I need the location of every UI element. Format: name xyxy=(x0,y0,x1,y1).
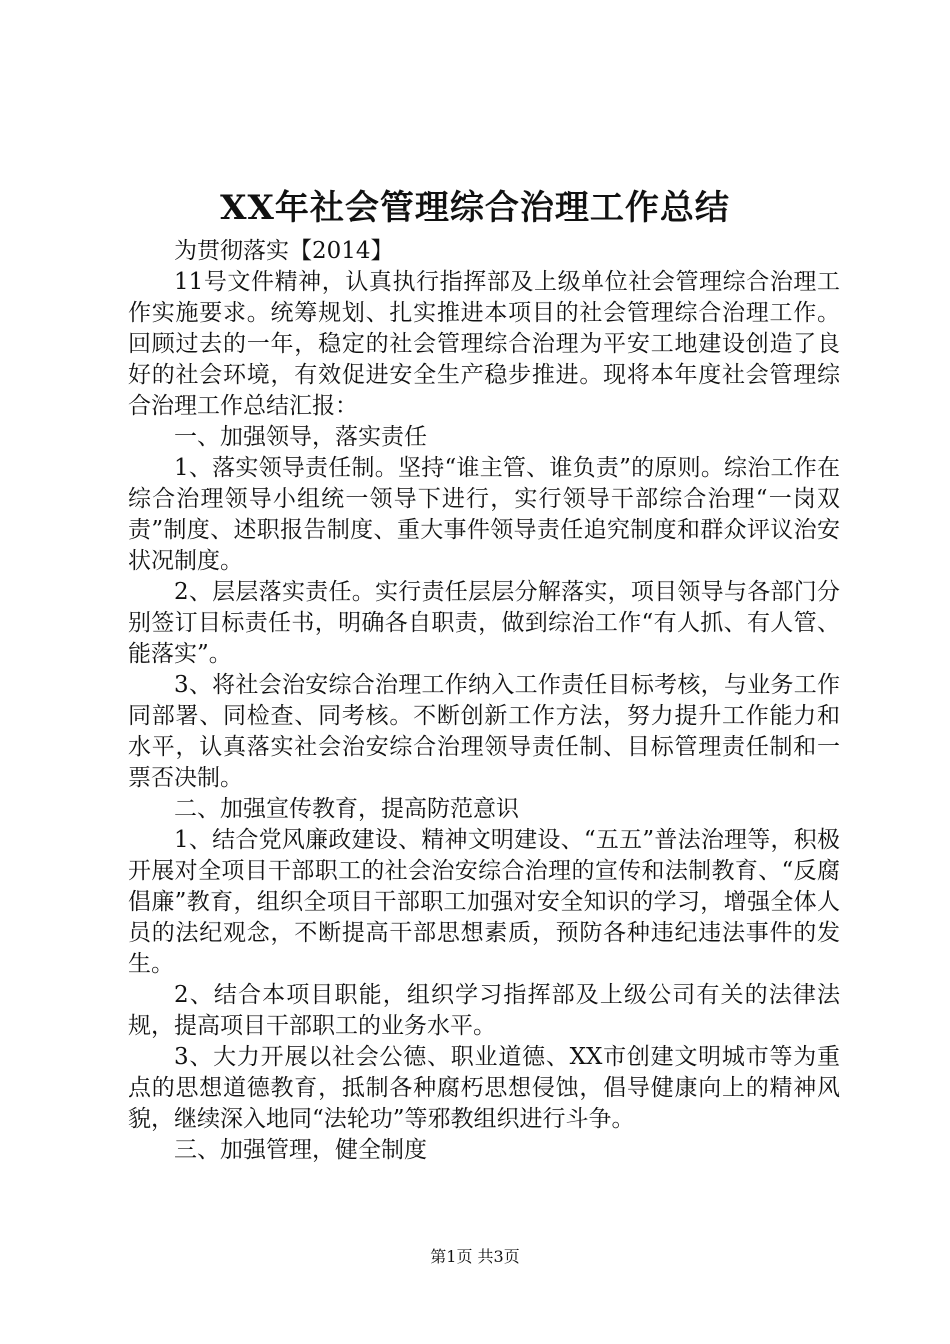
section-heading-2: 二、加强宣传教育，提高防范意识 xyxy=(174,796,519,822)
document-title: XX年社会管理综合治理工作总结 xyxy=(220,188,730,228)
paragraph-2-2: 2、结合本项目职能，组织学习指挥部及上级公司有关的法律法规，提高项目干部职工的业务水平。 xyxy=(128,982,840,1039)
page-number-footer: 第1页 共3页 xyxy=(430,1247,520,1266)
paragraph-1-1: 1、落实领导责任制。坚持“谁主管、谁负责”的原则。综治工作在综合治理领导小组统一领导下进行，实行领导干部综合治理“一岗双责”制度、述职报告制度、重大事件领导责任追究制度和群众评议治安状况制度。 xyxy=(128,455,840,574)
section-heading-1: 一、加强领导，落实责任 xyxy=(174,424,427,450)
document-body xyxy=(128,236,840,1166)
paragraph-1-3: 3、将社会治安综合治理工作纳入工作责任目标考核，与业务工作同部署、同检查、同考核。不断创新工作方法，努力提升工作能力和水平，认真落实社会治安综合治理领导责任制、目标管理责任制和一票否决制。 xyxy=(128,672,840,791)
paragraph-intro: 为贯彻落实【2014】 xyxy=(174,238,394,264)
paragraph-summary: 11号文件精神，认真执行指挥部及上级单位社会管理综合治理工作实施要求。统筹规划、扎实推进本项目的社会管理综合治理工作。回顾过去的一年，稳定的社会管理综合治理为平安工地建设创造了良好的社会环境，有效促进安全生产稳步推进。现将本年度社会管理综合治理工作总结汇报： xyxy=(128,269,840,419)
paragraph-2-3: 3、大力开展以社会公德、职业道德、XX市创建文明城市等为重点的思想道德教育，抵制各种腐朽思想侵蚀，倡导健康向上的精神风貌，继续深入地同“法轮功”等邪教组织进行斗争。 xyxy=(128,1044,840,1132)
section-heading-3: 三、加强管理，健全制度 xyxy=(174,1137,427,1163)
paragraph-1-2: 2、层层落实责任。实行责任层层分解落实，项目领导与各部门分别签订目标责任书，明确各自职责，做到综治工作“有人抓、有人管、能落实”。 xyxy=(128,579,840,667)
paragraph-2-1: 1、结合党风廉政建设、精神文明建设、“五五”普法治理等，积极开展对全项目干部职工的社会治安综合治理的宣传和法制教育、“反腐倡廉”教育，组织全项目干部职工加强对安全知识的学习，增强全体人员的法纪观念，不断提高干部思想素质，预防各种违纪违法事件的发生。 xyxy=(128,827,840,977)
